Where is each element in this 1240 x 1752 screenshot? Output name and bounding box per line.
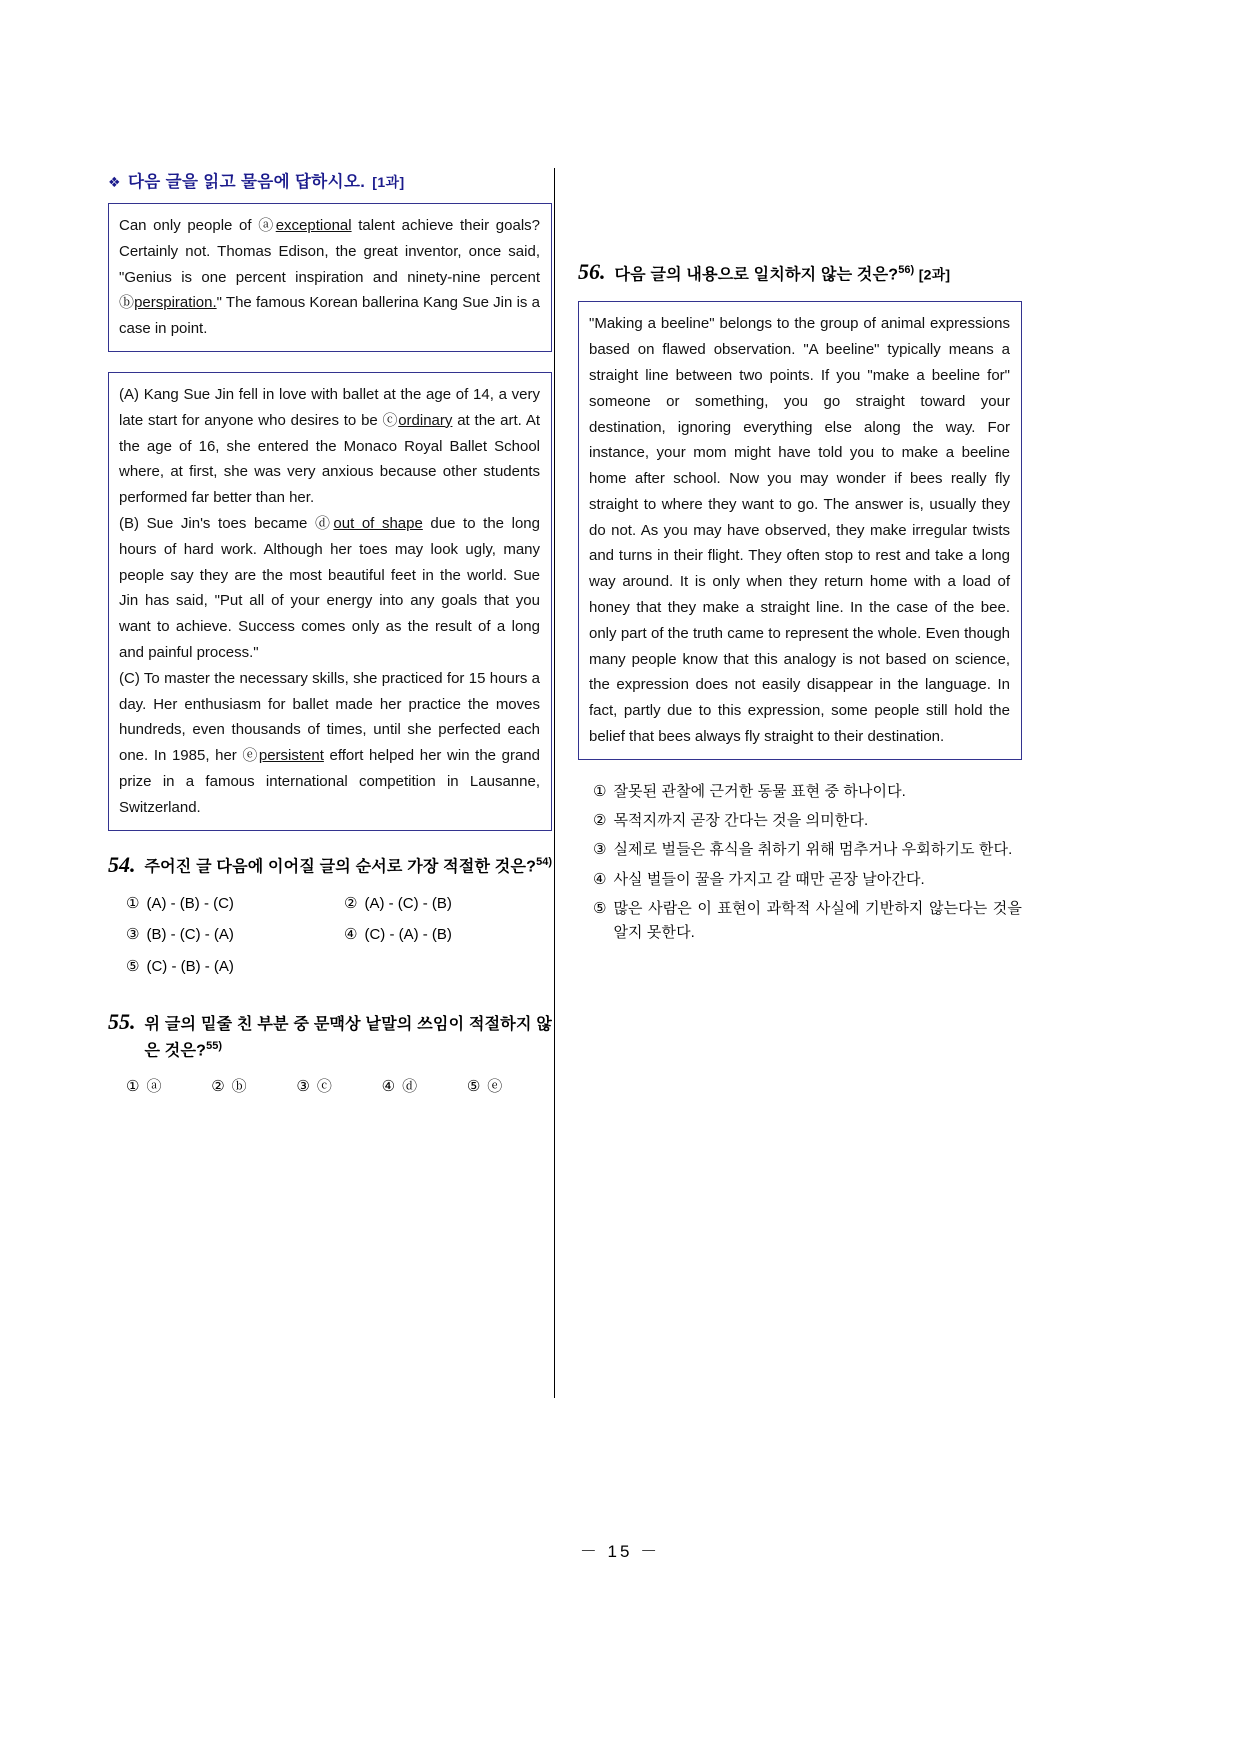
choice-marker: ② [211,1078,225,1096]
question-54-text: 주어진 글 다음에 이어질 글의 순서로 가장 적절한 것은? [144,858,537,876]
passage-intro-text [119,213,540,342]
underline-ordinary: ordinary [398,411,453,429]
choice-text: (A) - (B) - (C) [146,894,234,912]
choice-marker: ⑤ [466,1078,481,1096]
choice-text: 잘못된 관찰에 근거한 동물 표현 중 하나이다. [613,782,906,800]
passage-box-beeline [578,301,1022,760]
passage-paragraph-b [119,511,540,666]
choice-marker: ⑤ [593,900,607,918]
question-56-choices [593,780,1022,946]
question-56-lesson-tag: [2과] [918,266,951,282]
choice-item[interactable] [593,809,1022,833]
choice-text: ⓒ [316,1078,332,1096]
question-55-number: 55. [108,1009,136,1035]
question-55 [108,1008,552,1098]
para-c-seg-1: (C) To master the necessary skills, she practiced for 15 hours a day. Her enthusiasm for ballet made her practice the moves hundreds, even thousands of times, until she perfected each one. In 1985, her ⓔ [119,669,540,765]
directive-lesson-tag: [1과] [372,174,405,190]
choice-text: (B) - (C) - (A) [146,926,234,944]
choice-marker: ③ [296,1078,310,1096]
choice-marker: ⑤ [126,957,140,975]
question-56 [578,258,1022,287]
underline-exceptional: exceptional [275,217,352,234]
question-56-text: 다음 글의 내용으로 일치하지 않는 것은? [614,266,899,283]
question-55-head [108,1008,552,1063]
passage-paragraph-c [119,666,540,821]
question-56-head [578,258,1022,287]
page-footer: － 15 － [579,1542,661,1561]
question-55-choices [126,1076,552,1099]
para-a-seg-1: (A) Kang Sue Jin fell in love with ballet at the age of 14, a very late start for anyone who desires to be ⓒ [119,385,540,429]
choice-item[interactable] [211,1076,296,1099]
choice-marker: ④ [593,870,607,888]
choice-item[interactable] [296,1076,381,1099]
passage-paragraph-a [119,382,540,511]
choice-text: ⓐ [146,1078,162,1096]
question-55-footnote: 55) [206,1039,222,1052]
question-54-footnote: 54) [536,856,552,869]
left-column [108,168,552,1113]
choice-item[interactable] [126,924,344,947]
passage-box-abc [108,372,552,831]
choice-marker: ④ [381,1078,396,1096]
choice-marker: ③ [593,841,607,859]
question-54 [108,851,552,979]
choice-item[interactable] [382,1076,467,1099]
question-54-head [108,851,552,880]
choice-text: (A) - (C) - (B) [364,894,452,912]
choice-item[interactable] [593,897,1022,946]
choice-marker: ③ [126,926,140,944]
choice-marker: ① [126,894,140,912]
choice-marker: ② [593,812,607,830]
question-54-prompt [145,854,552,880]
question-56-footnote: 56) [898,263,915,276]
underline-persistent: persistent [258,747,324,765]
question-56-prompt [615,262,951,288]
question-56-number: 56. [578,259,606,284]
question-54-number: 54. [108,851,136,877]
choice-item[interactable] [126,956,344,979]
choice-text: ⓔ [487,1078,503,1096]
underline-perspiration: perspiration. [134,294,217,312]
para-b-seg-2: due to the long hours of hard work. Although her toes may look ugly, many people say they are the most beautiful feet in the world. Sue Jin has said, "Put all of your energy into any goals that you want to achieve. Success comes only as the result of a long and painful process." [119,514,540,661]
right-column [578,168,1022,951]
question-54-choices [126,893,552,979]
underline-out-of-shape: out of shape [333,514,423,532]
choice-item[interactable] [593,838,1022,862]
choice-text: 많은 사람은 이 표현이 과학적 사실에 기반하지 않는다는 것을 알지 못한다. [613,900,1022,942]
choice-text: (C) - (B) - (A) [146,957,234,975]
choice-text: ⓓ [402,1078,418,1096]
choice-text: 목적지까지 곧장 간다는 것을 의미한다. [613,812,869,830]
choice-marker: ④ [344,926,358,944]
choice-item[interactable] [126,1076,211,1099]
choice-item[interactable] [593,780,1022,804]
para-a-seg-2: at the art. At the age of 16, she entered the Monaco Royal Ballet School where, at first, she was very anxious because other students performed far better than her. [119,411,540,507]
choice-text: 실제로 벌들은 휴식을 취하기 위해 멈추거나 우회하기도 한다. [613,841,1013,859]
reading-directive [108,168,552,192]
choice-text: ⓑ [231,1078,247,1096]
choice-text: (C) - (A) - (B) [364,926,452,944]
choice-item[interactable] [344,893,562,916]
choice-item[interactable] [126,893,344,916]
para-b-seg-1: (B) Sue Jin's toes became ⓓ [119,514,334,532]
choice-marker: ① [593,782,607,800]
intro-seg-2: talent achieve their goals? Certainly not. Thomas Edison, the great inventor, once said, "Genius is one percent inspiration and ninety-nine percent ⓑ [119,217,540,312]
choice-text: 사실 벌들이 꿀을 가지고 갈 때만 곧장 날아간다. [613,870,925,888]
para-c-seg-2: effort helped her win the grand prize in a famous international competition in Lausanne, Switzerland. [119,747,540,816]
intro-seg-1: Can only people of ⓐ [119,217,276,234]
diamond-bullet-icon: ❖ [108,174,121,190]
choice-item[interactable] [344,924,562,947]
choice-marker: ① [126,1078,140,1096]
intro-seg-3: " The famous Korean ballerina Kang Sue Jin is a case in point. [119,294,540,338]
choice-item[interactable] [467,1076,552,1099]
question-55-text: 위 글의 밑줄 친 부분 중 문맥상 낱말의 쓰임이 적절하지 않은 것은? [144,1016,552,1059]
question-55-prompt [145,1013,553,1063]
directive-text: 다음 글을 읽고 물음에 답하시오. [127,173,366,191]
passage-beeline-text: "Making a beeline" belongs to the group of animal expressions based on flawed observation. "A beeline" typically means a straight line between two points. If you "make a beeline for" someone or something, you go straight toward your destination, ignoring everything else along the way. For instance, your mom might have told you to make a beeline home after school. Now you may wonder if bees really fly straight to where they want to go. The answer is, usually they do not. As you may have observed, they make irregular twists and turns in their flight. They often stop to rest and take a long way around. It is only when they return home with a load of honey that they make a straight line. In the case of the bee. only part of the truth came to represent the whole. Even though many people know that this analogy is not based on science, the expression does not easily disappear in the language. In fact, partly due to this expression, some people still hold the belief that bees always fly straight to their destination. [589,315,1010,746]
choice-marker: ② [344,894,358,912]
passage-box-intro [108,203,552,352]
page-content [108,168,1132,1468]
choice-item[interactable] [593,868,1022,892]
